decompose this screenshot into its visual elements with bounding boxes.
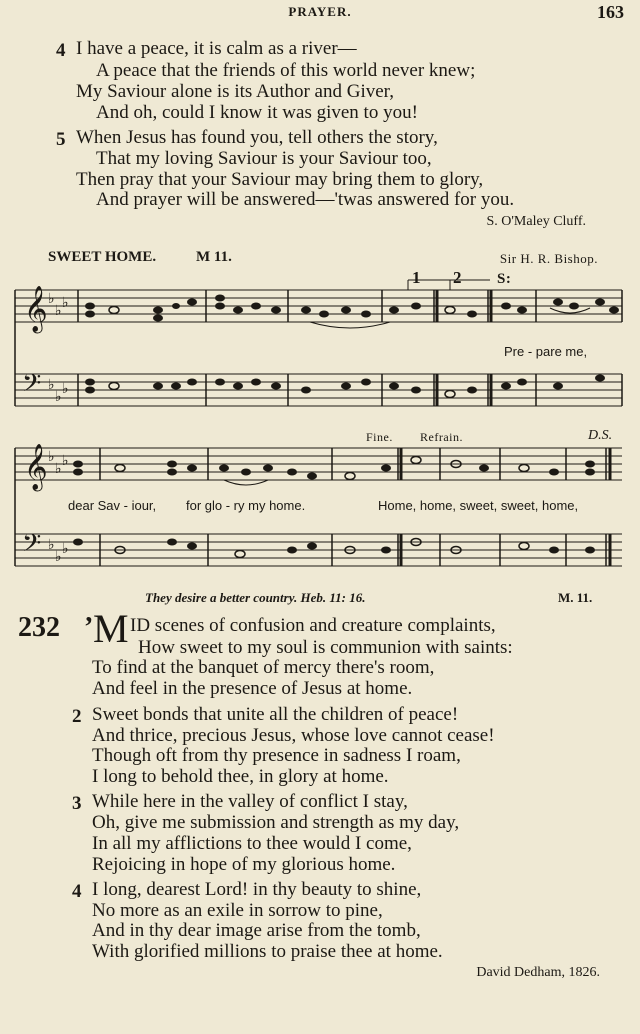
verse-line: And in thy dear image arise from the tomb, — [92, 920, 421, 941]
verse-line: In all my afflictions to thee would I come, — [92, 833, 412, 854]
verse-line: And thrice, precious Jesus, whose love cannot cease! — [92, 725, 495, 746]
verse-line: Then pray that your Saviour may bring them to glory, — [76, 169, 484, 190]
svg-text:𝄞: 𝄞 — [24, 286, 48, 332]
verse-line: And prayer will be answered—'twas answered for you. — [96, 189, 515, 210]
verse-line: When Jesus has found you, tell others the story, — [76, 127, 438, 148]
verse-line: And oh, could I know it was given to you! — [96, 102, 418, 123]
hymn-number: 232 — [18, 612, 60, 643]
svg-text:𝄞: 𝄞 — [24, 444, 48, 490]
composer: Sir H. R. Bishop. — [499, 251, 598, 266]
verse-line: I have a peace, it is calm as a river— — [76, 38, 357, 59]
verse-line: Sweet bonds that unite all the children of peace! — [92, 704, 459, 725]
verse-number: 4 — [72, 881, 82, 902]
verse-line: To find at the banquet of mercy there's room, — [92, 657, 435, 678]
verse-line: How sweet to my soul is communion with saints: — [138, 637, 513, 658]
svg-text:♭: ♭ — [48, 291, 55, 307]
verse-line: Though oft from thy presence in sadness I roam, — [92, 745, 461, 766]
svg-text:♭: ♭ — [62, 453, 69, 469]
lyric-line-1: Pre - pare me, — [504, 344, 588, 359]
meter-reference: M. 11. — [558, 590, 593, 605]
verse-line: A peace that the friends of this world never knew; — [96, 60, 476, 81]
fine-label: Fine. — [366, 430, 393, 444]
running-title: PRAYER. — [288, 4, 352, 19]
verse-line: While here in the valley of conflict I stay, — [92, 791, 408, 812]
verse-number: 2 — [72, 706, 82, 727]
verse-line: And feel in the presence of Jesus at home. — [92, 678, 413, 699]
svg-text:♭: ♭ — [55, 389, 62, 405]
segno-mark: S: — [497, 271, 512, 287]
svg-text:♭: ♭ — [48, 449, 55, 465]
svg-text:♭: ♭ — [55, 303, 62, 319]
verse-line: No more as an exile in sorrow to pine, — [92, 900, 383, 921]
svg-text:𝄢: 𝄢 — [22, 369, 42, 404]
drop-cap: M — [93, 606, 129, 651]
verse-line: That my loving Saviour is your Saviour too, — [96, 148, 432, 169]
verse-line: I long, dearest Lord! in thy beauty to shine, — [92, 879, 422, 900]
svg-text:♭: ♭ — [55, 549, 62, 565]
ds-label: D.S. — [588, 428, 613, 443]
svg-text:♭: ♭ — [48, 537, 55, 553]
tune-meter: M 11. — [196, 249, 232, 265]
page-number: 163 — [597, 2, 624, 22]
refrain-label: Refrain. — [420, 430, 463, 444]
svg-text:♭: ♭ — [55, 461, 62, 477]
verse-line: Rejoicing in hope of my glorious home. — [92, 854, 396, 875]
verse-number: 5 — [56, 129, 66, 150]
lyric-line-2c: Home, home, sweet, sweet, home, — [378, 498, 579, 513]
svg-text:♭: ♭ — [62, 381, 69, 397]
verse-line: I long to behold thee, in glory at home. — [92, 766, 389, 787]
lyric-line-2a: dear Sav - iour, — [68, 498, 157, 513]
verse-line: With glorified millions to praise thee at home. — [92, 941, 443, 962]
svg-text:𝄢: 𝄢 — [22, 529, 42, 564]
verse-line: ID scenes of confusion and creature complaints, — [130, 615, 496, 636]
author-attribution: S. O'Maley Cluff. — [486, 214, 586, 229]
svg-text:♭: ♭ — [62, 295, 69, 311]
author-attribution: David Dedham, 1826. — [476, 965, 600, 980]
svg-text:♭: ♭ — [62, 541, 69, 557]
open-quote-mark: ’ — [84, 612, 94, 643]
volta-1-label: 1 — [412, 268, 421, 287]
verse-number: 3 — [72, 793, 82, 814]
svg-text:♭: ♭ — [48, 377, 55, 393]
verse-number: 4 — [56, 40, 66, 61]
tune-name: SWEET HOME. — [48, 249, 157, 265]
scripture-reference: They desire a better country. Heb. 11: 16. — [145, 590, 366, 605]
verse-line: Oh, give me submission and strength as my day, — [92, 812, 460, 833]
volta-2-label: 2 — [453, 268, 462, 287]
lyric-line-2b: for glo - ry my home. — [186, 498, 306, 513]
verse-line: My Saviour alone is its Author and Giver, — [76, 81, 394, 102]
